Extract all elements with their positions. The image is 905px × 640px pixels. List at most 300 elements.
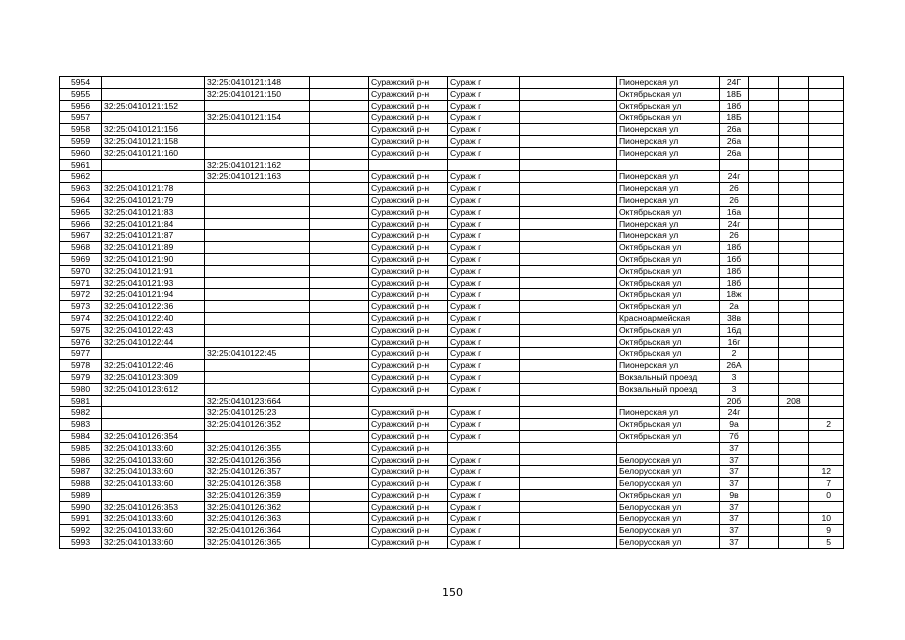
- registry-table: [59, 76, 844, 549]
- town-cell: Сураж г: [448, 253, 520, 265]
- town-cell: Сураж г: [448, 301, 520, 313]
- room-cell: [809, 206, 844, 218]
- parcel-number-cell: 32:25:0410121:93: [102, 277, 205, 289]
- row-number-cell: 5993: [60, 537, 102, 549]
- parcel-number-cell: [102, 419, 205, 431]
- apartment-cell: [779, 124, 809, 136]
- room-cell: [809, 383, 844, 395]
- building-number-cell: [205, 124, 310, 136]
- house-number-cell: 2а: [720, 301, 749, 313]
- building-number-cell: [205, 360, 310, 372]
- house-number-cell: [720, 159, 749, 171]
- apartment-cell: [779, 478, 809, 490]
- empty-cell: [310, 183, 369, 195]
- house-number-cell: 26: [720, 194, 749, 206]
- extra-cell: [749, 324, 779, 336]
- empty-cell: [310, 442, 369, 454]
- town-cell: Сураж г: [448, 419, 520, 431]
- building-number-cell: [205, 301, 310, 313]
- empty-cell: [520, 360, 617, 372]
- district-cell: Суражский р-н: [369, 407, 448, 419]
- row-number-cell: 5986: [60, 454, 102, 466]
- empty-cell: [310, 100, 369, 112]
- house-number-cell: 37: [720, 513, 749, 525]
- empty-cell: [520, 336, 617, 348]
- street-cell: Пионерская ул: [617, 135, 720, 147]
- house-number-cell: 26а: [720, 135, 749, 147]
- table-row: [60, 336, 844, 348]
- apartment-cell: [779, 277, 809, 289]
- street-cell: Октябрьская ул: [617, 253, 720, 265]
- empty-cell: [520, 395, 617, 407]
- apartment-cell: [779, 407, 809, 419]
- table-row: [60, 171, 844, 183]
- table-row: [60, 218, 844, 230]
- building-number-cell: [205, 383, 310, 395]
- room-cell: [809, 301, 844, 313]
- row-number-cell: 5955: [60, 88, 102, 100]
- town-cell: Сураж г: [448, 265, 520, 277]
- empty-cell: [310, 489, 369, 501]
- empty-cell: [520, 183, 617, 195]
- apartment-cell: [779, 100, 809, 112]
- district-cell: Суражский р-н: [369, 218, 448, 230]
- extra-cell: [749, 112, 779, 124]
- room-cell: [809, 218, 844, 230]
- street-cell: Белорусская ул: [617, 525, 720, 537]
- row-number-cell: 5967: [60, 230, 102, 242]
- parcel-number-cell: [102, 171, 205, 183]
- parcel-number-cell: 32:25:0410122:43: [102, 324, 205, 336]
- room-cell: [809, 124, 844, 136]
- extra-cell: [749, 289, 779, 301]
- row-number-cell: 5983: [60, 419, 102, 431]
- building-number-cell: 32:25:0410126:362: [205, 501, 310, 513]
- extra-cell: [749, 312, 779, 324]
- town-cell: Сураж г: [448, 489, 520, 501]
- town-cell: Сураж г: [448, 466, 520, 478]
- room-cell: [809, 230, 844, 242]
- district-cell: Суражский р-н: [369, 513, 448, 525]
- district-cell: [369, 159, 448, 171]
- empty-cell: [310, 513, 369, 525]
- room-cell: [809, 336, 844, 348]
- street-cell: Октябрьская ул: [617, 88, 720, 100]
- street-cell: Октябрьская ул: [617, 100, 720, 112]
- room-cell: [809, 147, 844, 159]
- empty-cell: [520, 230, 617, 242]
- house-number-cell: 16д: [720, 324, 749, 336]
- row-number-cell: 5988: [60, 478, 102, 490]
- extra-cell: [749, 183, 779, 195]
- district-cell: Суражский р-н: [369, 336, 448, 348]
- room-cell: [809, 324, 844, 336]
- street-cell: Пионерская ул: [617, 77, 720, 89]
- table-body: [60, 77, 844, 549]
- street-cell: Октябрьская ул: [617, 430, 720, 442]
- parcel-number-cell: 32:25:0410122:46: [102, 360, 205, 372]
- apartment-cell: [779, 501, 809, 513]
- empty-cell: [520, 513, 617, 525]
- building-number-cell: [205, 206, 310, 218]
- town-cell: [448, 395, 520, 407]
- building-number-cell: 32:25:0410126:364: [205, 525, 310, 537]
- apartment-cell: [779, 289, 809, 301]
- empty-cell: [520, 454, 617, 466]
- parcel-number-cell: [102, 407, 205, 419]
- building-number-cell: [205, 253, 310, 265]
- extra-cell: [749, 537, 779, 549]
- house-number-cell: 20б: [720, 395, 749, 407]
- room-cell: [809, 194, 844, 206]
- table-row: [60, 253, 844, 265]
- row-number-cell: 5979: [60, 371, 102, 383]
- extra-cell: [749, 525, 779, 537]
- street-cell: Пионерская ул: [617, 194, 720, 206]
- extra-cell: [749, 88, 779, 100]
- street-cell: [617, 442, 720, 454]
- table-row: [60, 100, 844, 112]
- district-cell: Суражский р-н: [369, 466, 448, 478]
- empty-cell: [520, 442, 617, 454]
- room-cell: [809, 454, 844, 466]
- house-number-cell: 18б: [720, 265, 749, 277]
- house-number-cell: 2: [720, 348, 749, 360]
- parcel-number-cell: 32:25:0410121:83: [102, 206, 205, 218]
- district-cell: Суражский р-н: [369, 489, 448, 501]
- extra-cell: [749, 442, 779, 454]
- town-cell: Сураж г: [448, 112, 520, 124]
- empty-cell: [310, 478, 369, 490]
- apartment-cell: [779, 183, 809, 195]
- district-cell: Суражский р-н: [369, 171, 448, 183]
- row-number-cell: 5975: [60, 324, 102, 336]
- empty-cell: [310, 242, 369, 254]
- empty-cell: [520, 324, 617, 336]
- house-number-cell: 37: [720, 466, 749, 478]
- district-cell: Суражский р-н: [369, 265, 448, 277]
- table-row: [60, 277, 844, 289]
- empty-cell: [310, 230, 369, 242]
- building-number-cell: [205, 230, 310, 242]
- district-cell: Суражский р-н: [369, 135, 448, 147]
- extra-cell: [749, 430, 779, 442]
- street-cell: Белорусская ул: [617, 513, 720, 525]
- parcel-number-cell: 32:25:0410133:60: [102, 466, 205, 478]
- apartment-cell: [779, 489, 809, 501]
- table-row: [60, 301, 844, 313]
- apartment-cell: [779, 466, 809, 478]
- empty-cell: [310, 525, 369, 537]
- parcel-number-cell: [102, 88, 205, 100]
- row-number-cell: 5964: [60, 194, 102, 206]
- street-cell: Красноармейская: [617, 312, 720, 324]
- empty-cell: [310, 501, 369, 513]
- street-cell: Вокзальный проезд: [617, 371, 720, 383]
- street-cell: Октябрьская ул: [617, 289, 720, 301]
- district-cell: Суражский р-н: [369, 88, 448, 100]
- extra-cell: [749, 253, 779, 265]
- street-cell: Октябрьская ул: [617, 277, 720, 289]
- town-cell: Сураж г: [448, 454, 520, 466]
- building-number-cell: [205, 312, 310, 324]
- building-number-cell: [205, 371, 310, 383]
- row-number-cell: 5959: [60, 135, 102, 147]
- district-cell: Суражский р-н: [369, 242, 448, 254]
- empty-cell: [310, 336, 369, 348]
- table-row: [60, 525, 844, 537]
- row-number-cell: 5966: [60, 218, 102, 230]
- room-cell: 12: [809, 466, 844, 478]
- table-row: [60, 112, 844, 124]
- district-cell: Суражский р-н: [369, 147, 448, 159]
- table-row: [60, 360, 844, 372]
- town-cell: Сураж г: [448, 147, 520, 159]
- table-row: [60, 383, 844, 395]
- extra-cell: [749, 383, 779, 395]
- row-number-cell: 5990: [60, 501, 102, 513]
- parcel-number-cell: [102, 159, 205, 171]
- row-number-cell: 5969: [60, 253, 102, 265]
- extra-cell: [749, 489, 779, 501]
- street-cell: Пионерская ул: [617, 147, 720, 159]
- town-cell: Сураж г: [448, 194, 520, 206]
- parcel-number-cell: [102, 77, 205, 89]
- table-row: [60, 88, 844, 100]
- empty-cell: [520, 253, 617, 265]
- extra-cell: [749, 419, 779, 431]
- district-cell: Суражский р-н: [369, 301, 448, 313]
- table-row: [60, 395, 844, 407]
- extra-cell: [749, 194, 779, 206]
- town-cell: [448, 159, 520, 171]
- town-cell: Сураж г: [448, 336, 520, 348]
- parcel-number-cell: 32:25:0410123:309: [102, 371, 205, 383]
- building-number-cell: 32:25:0410123:664: [205, 395, 310, 407]
- empty-cell: [520, 525, 617, 537]
- building-number-cell: 32:25:0410126:358: [205, 478, 310, 490]
- building-number-cell: 32:25:0410121:150: [205, 88, 310, 100]
- parcel-number-cell: 32:25:0410121:152: [102, 100, 205, 112]
- street-cell: Пионерская ул: [617, 230, 720, 242]
- table-row: [60, 230, 844, 242]
- row-number-cell: 5989: [60, 489, 102, 501]
- empty-cell: [520, 100, 617, 112]
- town-cell: Сураж г: [448, 360, 520, 372]
- town-cell: Сураж г: [448, 183, 520, 195]
- room-cell: [809, 159, 844, 171]
- row-number-cell: 5992: [60, 525, 102, 537]
- apartment-cell: [779, 371, 809, 383]
- building-number-cell: 32:25:0410126:352: [205, 419, 310, 431]
- house-number-cell: 3: [720, 383, 749, 395]
- street-cell: Октябрьская ул: [617, 265, 720, 277]
- room-cell: 0: [809, 489, 844, 501]
- town-cell: Сураж г: [448, 77, 520, 89]
- house-number-cell: 38в: [720, 312, 749, 324]
- table-row: [60, 194, 844, 206]
- apartment-cell: [779, 206, 809, 218]
- house-number-cell: 24г: [720, 407, 749, 419]
- empty-cell: [520, 88, 617, 100]
- parcel-number-cell: 32:25:0410123:612: [102, 383, 205, 395]
- town-cell: Сураж г: [448, 348, 520, 360]
- empty-cell: [310, 159, 369, 171]
- parcel-number-cell: 32:25:0410126:353: [102, 501, 205, 513]
- empty-cell: [520, 277, 617, 289]
- street-cell: Октябрьская ул: [617, 206, 720, 218]
- empty-cell: [520, 289, 617, 301]
- extra-cell: [749, 360, 779, 372]
- row-number-cell: 5991: [60, 513, 102, 525]
- parcel-number-cell: 32:25:0410121:156: [102, 124, 205, 136]
- house-number-cell: 26а: [720, 124, 749, 136]
- empty-cell: [310, 265, 369, 277]
- empty-cell: [520, 466, 617, 478]
- empty-cell: [520, 537, 617, 549]
- house-number-cell: 16а: [720, 206, 749, 218]
- empty-cell: [310, 147, 369, 159]
- apartment-cell: [779, 265, 809, 277]
- room-cell: [809, 407, 844, 419]
- town-cell: Сураж г: [448, 513, 520, 525]
- table-row: [60, 478, 844, 490]
- parcel-number-cell: [102, 348, 205, 360]
- room-cell: [809, 312, 844, 324]
- building-number-cell: 32:25:0410126:356: [205, 454, 310, 466]
- extra-cell: [749, 147, 779, 159]
- district-cell: Суражский р-н: [369, 77, 448, 89]
- empty-cell: [520, 489, 617, 501]
- row-number-cell: 5965: [60, 206, 102, 218]
- apartment-cell: [779, 360, 809, 372]
- extra-cell: [749, 466, 779, 478]
- room-cell: 2: [809, 419, 844, 431]
- empty-cell: [310, 253, 369, 265]
- district-cell: Суражский р-н: [369, 371, 448, 383]
- row-number-cell: 5954: [60, 77, 102, 89]
- table-row: [60, 513, 844, 525]
- extra-cell: [749, 336, 779, 348]
- street-cell: Октябрьская ул: [617, 242, 720, 254]
- building-number-cell: [205, 277, 310, 289]
- district-cell: Суражский р-н: [369, 289, 448, 301]
- apartment-cell: [779, 312, 809, 324]
- house-number-cell: 18б: [720, 242, 749, 254]
- empty-cell: [520, 135, 617, 147]
- street-cell: Белорусская ул: [617, 478, 720, 490]
- extra-cell: [749, 371, 779, 383]
- empty-cell: [310, 324, 369, 336]
- house-number-cell: 24г: [720, 171, 749, 183]
- room-cell: [809, 289, 844, 301]
- apartment-cell: [779, 242, 809, 254]
- street-cell: Белорусская ул: [617, 501, 720, 513]
- district-cell: Суражский р-н: [369, 124, 448, 136]
- empty-cell: [310, 395, 369, 407]
- building-number-cell: [205, 336, 310, 348]
- row-number-cell: 5982: [60, 407, 102, 419]
- empty-cell: [310, 194, 369, 206]
- building-number-cell: [205, 100, 310, 112]
- table-row: [60, 501, 844, 513]
- empty-cell: [310, 466, 369, 478]
- town-cell: Сураж г: [448, 537, 520, 549]
- room-cell: [809, 100, 844, 112]
- empty-cell: [520, 312, 617, 324]
- street-cell: Белорусская ул: [617, 454, 720, 466]
- house-number-cell: 37: [720, 525, 749, 537]
- empty-cell: [310, 171, 369, 183]
- empty-cell: [310, 277, 369, 289]
- extra-cell: [749, 501, 779, 513]
- parcel-number-cell: 32:25:0410121:84: [102, 218, 205, 230]
- table-row: [60, 124, 844, 136]
- empty-cell: [310, 206, 369, 218]
- row-number-cell: 5973: [60, 301, 102, 313]
- table-row: [60, 289, 844, 301]
- apartment-cell: [779, 301, 809, 313]
- empty-cell: [520, 112, 617, 124]
- apartment-cell: [779, 147, 809, 159]
- extra-cell: [749, 230, 779, 242]
- district-cell: Суражский р-н: [369, 383, 448, 395]
- house-number-cell: 18Б: [720, 112, 749, 124]
- room-cell: 10: [809, 513, 844, 525]
- room-cell: [809, 171, 844, 183]
- street-cell: Октябрьская ул: [617, 324, 720, 336]
- house-number-cell: 9в: [720, 489, 749, 501]
- town-cell: Сураж г: [448, 218, 520, 230]
- building-number-cell: [205, 135, 310, 147]
- parcel-number-cell: 32:25:0410122:36: [102, 301, 205, 313]
- empty-cell: [520, 242, 617, 254]
- empty-cell: [520, 77, 617, 89]
- apartment-cell: [779, 454, 809, 466]
- empty-cell: [520, 124, 617, 136]
- empty-cell: [310, 312, 369, 324]
- town-cell: Сураж г: [448, 312, 520, 324]
- row-number-cell: 5976: [60, 336, 102, 348]
- table-row: [60, 466, 844, 478]
- town-cell: Сураж г: [448, 88, 520, 100]
- street-cell: Октябрьская ул: [617, 336, 720, 348]
- parcel-number-cell: 32:25:0410133:60: [102, 525, 205, 537]
- building-number-cell: 32:25:0410126:363: [205, 513, 310, 525]
- building-number-cell: [205, 218, 310, 230]
- room-cell: [809, 371, 844, 383]
- district-cell: Суражский р-н: [369, 360, 448, 372]
- house-number-cell: 7б: [720, 430, 749, 442]
- building-number-cell: [205, 430, 310, 442]
- extra-cell: [749, 124, 779, 136]
- row-number-cell: 5981: [60, 395, 102, 407]
- street-cell: Белорусская ул: [617, 466, 720, 478]
- row-number-cell: 5963: [60, 183, 102, 195]
- house-number-cell: 24г: [720, 218, 749, 230]
- apartment-cell: [779, 112, 809, 124]
- apartment-cell: [779, 159, 809, 171]
- apartment-cell: [779, 537, 809, 549]
- row-number-cell: 5962: [60, 171, 102, 183]
- street-cell: Пионерская ул: [617, 407, 720, 419]
- town-cell: Сураж г: [448, 525, 520, 537]
- table-row: [60, 312, 844, 324]
- building-number-cell: [205, 289, 310, 301]
- apartment-cell: [779, 513, 809, 525]
- table-row: [60, 242, 844, 254]
- house-number-cell: 18Б: [720, 88, 749, 100]
